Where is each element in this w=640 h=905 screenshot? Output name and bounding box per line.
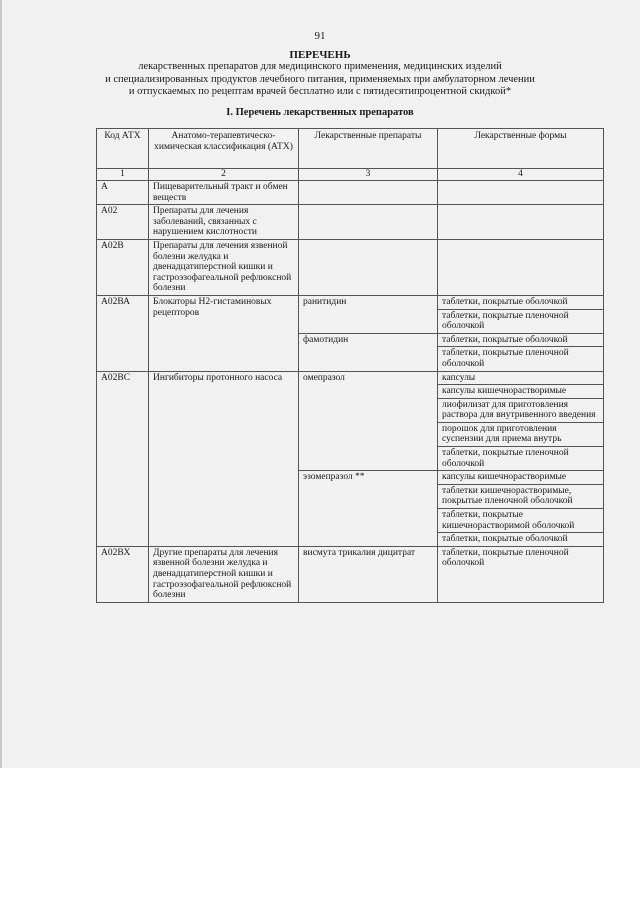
atx-classification: Блокаторы Н2-гистаминовых рецепторов bbox=[149, 295, 299, 371]
drug-name: висмута трикалия дицитрат bbox=[299, 546, 438, 602]
document-title: ПЕРЕЧЕНЬ bbox=[289, 49, 351, 61]
atx-classification: Другие препараты для лечения язвенной болезни желудка и двенадцатиперстной кишки и гастроэзофагеальной рефлюксной болезни bbox=[149, 546, 299, 602]
drug-cell bbox=[299, 239, 438, 295]
dosage-form: капсулы кишечнорастворимые bbox=[438, 385, 604, 399]
atx-code: А02ВХ bbox=[97, 546, 149, 602]
table-row bbox=[97, 205, 604, 240]
drug-name: фамотидин bbox=[299, 333, 438, 371]
atx-code: А02 bbox=[97, 205, 149, 240]
dosage-form: капсулы bbox=[438, 371, 604, 385]
column-number: 3 bbox=[299, 169, 438, 181]
atx-classification: Препараты для лечения язвенной болезни желудка и двенадцатиперстной кишки и гастроэзофагеальной рефлюксной болезни bbox=[149, 239, 299, 295]
dosage-form: таблетки, покрытые пленочной оболочкой bbox=[438, 309, 604, 333]
column-number: 1 bbox=[97, 169, 149, 181]
atx-classification: Пищеварительный тракт и обмен веществ bbox=[149, 181, 299, 205]
table-row bbox=[97, 239, 604, 295]
dosage-form: таблетки, покрытые оболочкой bbox=[438, 295, 604, 309]
header-forms: Лекарственные формы bbox=[438, 129, 604, 169]
column-number: 4 bbox=[438, 169, 604, 181]
atx-code: А02В bbox=[97, 239, 149, 295]
header-atx-code: Код АТХ bbox=[97, 129, 149, 169]
document-heading bbox=[0, 49, 640, 99]
drug-name: ранитидин bbox=[299, 295, 438, 333]
form-cell bbox=[438, 239, 604, 295]
table-row bbox=[97, 295, 604, 309]
dosage-form: таблетки, покрытые оболочкой bbox=[438, 533, 604, 547]
atx-code: А bbox=[97, 181, 149, 205]
page-number: 91 bbox=[314, 30, 326, 42]
dosage-form: таблетки, покрытые кишечнорастворимой оболочкой bbox=[438, 509, 604, 533]
drug-list-table bbox=[96, 128, 604, 603]
drug-name: эзомепразол ** bbox=[299, 471, 438, 547]
form-cell bbox=[438, 181, 604, 205]
atx-classification: Препараты для лечения заболеваний, связанных с нарушением кислотности bbox=[149, 205, 299, 240]
heading-line: лекарственных препаратов для медицинского применения, медицинских изделий bbox=[138, 61, 502, 73]
dosage-form: таблетки, покрытые пленочной оболочкой bbox=[438, 546, 604, 602]
dosage-form: таблетки кишечнорастворимые, покрытые пленочной оболочкой bbox=[438, 484, 604, 508]
table-row bbox=[97, 181, 604, 205]
form-cell bbox=[438, 205, 604, 240]
dosage-form: капсулы кишечнорастворимые bbox=[438, 471, 604, 485]
drug-cell bbox=[299, 181, 438, 205]
dosage-form: таблетки, покрытые оболочкой bbox=[438, 333, 604, 347]
column-number-row bbox=[97, 169, 604, 181]
header-classification: Анатомо-терапевтическо-химическая классификация (АТХ) bbox=[149, 129, 299, 169]
table-header-row bbox=[97, 129, 604, 169]
dosage-form: порошок для приготовления суспензии для приема внутрь bbox=[438, 422, 604, 446]
table-row bbox=[97, 371, 604, 385]
dosage-form: таблетки, покрытые пленочной оболочкой bbox=[438, 347, 604, 371]
drug-cell bbox=[299, 205, 438, 240]
atx-code: А02ВС bbox=[97, 371, 149, 546]
dosage-form: таблетки, покрытые пленочной оболочкой bbox=[438, 447, 604, 471]
heading-line: и специализированных продуктов лечебного питания, применяемых при амбулаторном лечении bbox=[105, 73, 535, 85]
dosage-form: лиофилизат для приготовления раствора для внутривенного введения bbox=[438, 398, 604, 422]
table-row bbox=[97, 546, 604, 602]
atx-code: А02ВА bbox=[97, 295, 149, 371]
drug-name: омепразол bbox=[299, 371, 438, 471]
atx-classification: Ингибиторы протонного насоса bbox=[149, 371, 299, 546]
section-title: I. Перечень лекарственных препаратов bbox=[226, 107, 414, 118]
heading-line: и отпускаемых по рецептам врачей бесплатно или с пятидесятипроцентной скидкой* bbox=[128, 86, 512, 98]
column-number: 2 bbox=[149, 169, 299, 181]
header-drugs: Лекарственные препараты bbox=[299, 129, 438, 169]
